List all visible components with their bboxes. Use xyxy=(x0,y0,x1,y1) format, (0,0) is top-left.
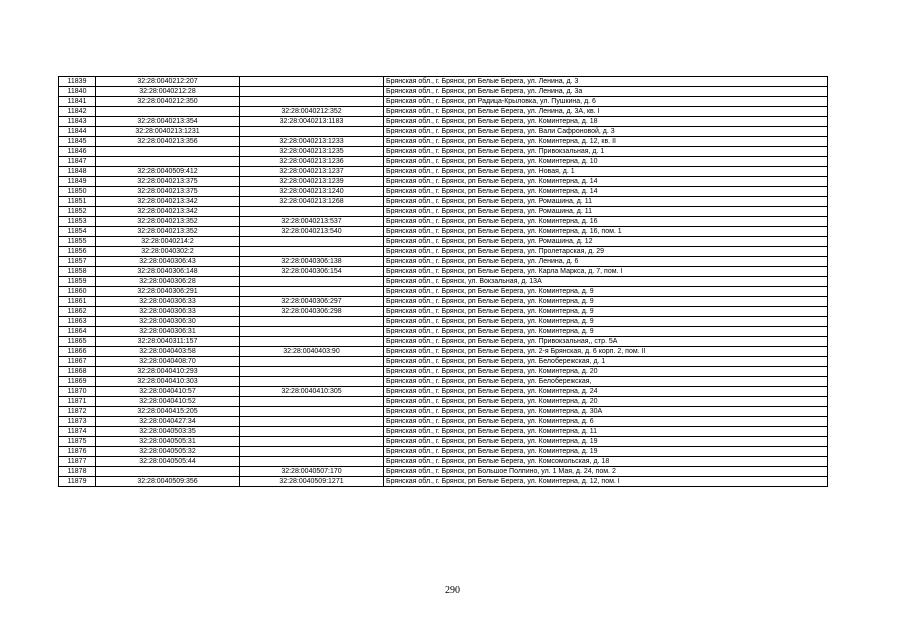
row-number-cell: 11857 xyxy=(59,257,96,267)
row-number-cell: 11839 xyxy=(59,77,96,87)
table-row xyxy=(59,337,828,347)
linked-cadastral-number-cell xyxy=(240,207,384,217)
table-row xyxy=(59,157,828,167)
address-cell: Брянская обл., г. Брянск, рп Белые Берега, ул. Ромашина, д. 12 xyxy=(384,237,828,247)
linked-cadastral-number-cell: 32:28:0040212:352 xyxy=(240,107,384,117)
table-row xyxy=(59,237,828,247)
linked-cadastral-number-cell xyxy=(240,247,384,257)
address-cell: Брянская обл., г. Брянск, рп Белые Берега, ул. Коминтерна, д. 18 xyxy=(384,117,828,127)
row-number-cell: 11863 xyxy=(59,317,96,327)
linked-cadastral-number-cell xyxy=(240,357,384,367)
address-cell: Брянская обл., г. Брянск, рп Белые Берега, ул. Коминтерна, д. 19 xyxy=(384,437,828,447)
cadastral-number-cell: 32:28:0040410:57 xyxy=(96,387,240,397)
linked-cadastral-number-cell xyxy=(240,377,384,387)
address-cell: Брянская обл., г. Брянск, рп Белые Берега, ул. Коминтерна, д. 30А xyxy=(384,407,828,417)
cadastral-number-cell xyxy=(96,107,240,117)
row-number-cell: 11855 xyxy=(59,237,96,247)
linked-cadastral-number-cell: 32:28:0040213:1235 xyxy=(240,147,384,157)
table-row xyxy=(59,267,828,277)
table-row xyxy=(59,207,828,217)
row-number-cell: 11856 xyxy=(59,247,96,257)
table-row xyxy=(59,127,828,137)
row-number-cell: 11859 xyxy=(59,277,96,287)
table-row xyxy=(59,427,828,437)
row-number-cell: 11842 xyxy=(59,107,96,117)
cadastral-number-cell: 32:28:0040306:31 xyxy=(96,327,240,337)
row-number-cell: 11850 xyxy=(59,187,96,197)
row-number-cell: 11848 xyxy=(59,167,96,177)
table-row xyxy=(59,437,828,447)
table-row xyxy=(59,287,828,297)
row-number-cell: 11871 xyxy=(59,397,96,407)
row-number-cell: 11868 xyxy=(59,367,96,377)
linked-cadastral-number-cell xyxy=(240,397,384,407)
table-row xyxy=(59,217,828,227)
cadastral-number-cell: 32:28:0040213:352 xyxy=(96,227,240,237)
row-number-cell: 11861 xyxy=(59,297,96,307)
cadastral-number-cell: 32:28:0040306:30 xyxy=(96,317,240,327)
cadastral-number-cell: 32:28:0040509:412 xyxy=(96,167,240,177)
address-cell: Брянская обл., г. Брянск, рп Радица-Крыловка, ул. Пушкина, д. 6 xyxy=(384,97,828,107)
address-cell: Брянская обл., г. Брянск, рп Белые Берега, ул. Коминтерна, д. 9 xyxy=(384,287,828,297)
table-row xyxy=(59,417,828,427)
row-number-cell: 11844 xyxy=(59,127,96,137)
table-row xyxy=(59,117,828,127)
cadastral-number-cell: 32:28:0040306:28 xyxy=(96,277,240,287)
linked-cadastral-number-cell: 32:28:0040306:297 xyxy=(240,297,384,307)
table-row xyxy=(59,147,828,157)
linked-cadastral-number-cell: 32:28:0040213:1268 xyxy=(240,197,384,207)
linked-cadastral-number-cell: 32:28:0040306:298 xyxy=(240,307,384,317)
table-row xyxy=(59,307,828,317)
linked-cadastral-number-cell xyxy=(240,447,384,457)
row-number-cell: 11869 xyxy=(59,377,96,387)
address-cell: Брянская обл., г. Брянск, рп Белые Берега, ул. Коминтерна, д. 10 xyxy=(384,157,828,167)
table-row xyxy=(59,477,828,487)
row-number-cell: 11847 xyxy=(59,157,96,167)
row-number-cell: 11877 xyxy=(59,457,96,467)
page-number: 290 xyxy=(445,585,460,596)
cadastral-number-cell: 32:28:0040403:58 xyxy=(96,347,240,357)
address-cell: Брянская обл., г. Брянск, рп Белые Берега, ул. Коминтерна, д. 9 xyxy=(384,307,828,317)
linked-cadastral-number-cell xyxy=(240,287,384,297)
address-cell: Брянская обл., г. Брянск, рп Белые Берега, ул. Комсомольская, д. 18 xyxy=(384,457,828,467)
address-cell: Брянская обл., г. Брянск, рп Белые Берега, ул. Привокзальная,, стр. 5А xyxy=(384,337,828,347)
table-row xyxy=(59,257,828,267)
cadastral-number-cell: 32:28:0040408:70 xyxy=(96,357,240,367)
row-number-cell: 11874 xyxy=(59,427,96,437)
linked-cadastral-number-cell xyxy=(240,327,384,337)
table-row xyxy=(59,397,828,407)
address-cell: Брянская обл., г. Брянск, рп Белые Берега, ул. Ромашина, д. 11 xyxy=(384,197,828,207)
address-cell: Брянская обл., г. Брянск, рп Белые Берега, ул. Вали Сафроновой, д. 3 xyxy=(384,127,828,137)
row-number-cell: 11846 xyxy=(59,147,96,157)
cadastral-number-cell: 32:28:0040213:1231 xyxy=(96,127,240,137)
table-row xyxy=(59,97,828,107)
table-row xyxy=(59,447,828,457)
cadastral-number-cell: 32:28:0040505:32 xyxy=(96,447,240,457)
table-row xyxy=(59,247,828,257)
address-cell: Брянская обл., г. Брянск, рп Белые Берега, ул. Коминтерна, д. 14 xyxy=(384,177,828,187)
row-number-cell: 11867 xyxy=(59,357,96,367)
cadastral-number-cell: 32:28:0040410:303 xyxy=(96,377,240,387)
table-row xyxy=(59,167,828,177)
registry-table xyxy=(58,76,828,487)
cadastral-number-cell: 32:28:0040214:2 xyxy=(96,237,240,247)
table-row xyxy=(59,357,828,367)
cadastral-number-cell xyxy=(96,147,240,157)
cadastral-number-cell: 32:28:0040212:207 xyxy=(96,77,240,87)
row-number-cell: 11878 xyxy=(59,467,96,477)
linked-cadastral-number-cell: 32:28:0040213:1237 xyxy=(240,167,384,177)
address-cell: Брянская обл., г. Брянск, рп Белые Берега, ул. Белобережская, д. 1 xyxy=(384,357,828,367)
cadastral-number-cell: 32:28:0040306:33 xyxy=(96,297,240,307)
row-number-cell: 11866 xyxy=(59,347,96,357)
address-cell: Брянская обл., г. Брянск, ул. Вокзальная, д. 13А xyxy=(384,277,828,287)
linked-cadastral-number-cell xyxy=(240,77,384,87)
linked-cadastral-number-cell: 32:28:0040509:1271 xyxy=(240,477,384,487)
address-cell: Брянская обл., г. Брянск, рп Белые Берега, ул. Ленина, д. 3а xyxy=(384,87,828,97)
address-cell: Брянская обл., г. Брянск, рп Белые Берега, ул. Коминтерна, д. 12, кв. II xyxy=(384,137,828,147)
row-number-cell: 11864 xyxy=(59,327,96,337)
linked-cadastral-number-cell: 32:28:0040213:1239 xyxy=(240,177,384,187)
cadastral-number-cell: 32:28:0040503:35 xyxy=(96,427,240,437)
table-row xyxy=(59,407,828,417)
cadastral-number-cell: 32:28:0040509:356 xyxy=(96,477,240,487)
table-row xyxy=(59,387,828,397)
cadastral-number-cell: 32:28:0040212:28 xyxy=(96,87,240,97)
address-cell: Брянская обл., г. Брянск, рп Белые Берега, ул. Коминтерна, д. 12, пом. I xyxy=(384,477,828,487)
cadastral-number-cell: 32:28:0040306:33 xyxy=(96,307,240,317)
address-cell: Брянская обл., г. Брянск, рп Белые Берега, ул. Ленина, д. 3 xyxy=(384,77,828,87)
linked-cadastral-number-cell xyxy=(240,417,384,427)
address-cell: Брянская обл., г. Брянск, рп Большое Полпино, ул. 1 Мая, д. 24, пом. 2 xyxy=(384,467,828,477)
cadastral-number-cell: 32:28:0040213:352 xyxy=(96,217,240,227)
row-number-cell: 11876 xyxy=(59,447,96,457)
address-cell: Брянская обл., г. Брянск, рп Белые Берега, ул. Пролетарская, д. 29 xyxy=(384,247,828,257)
linked-cadastral-number-cell xyxy=(240,237,384,247)
cadastral-number-cell: 32:28:0040306:43 xyxy=(96,257,240,267)
linked-cadastral-number-cell: 32:28:0040213:1240 xyxy=(240,187,384,197)
row-number-cell: 11875 xyxy=(59,437,96,447)
linked-cadastral-number-cell: 32:28:0040306:154 xyxy=(240,267,384,277)
address-cell: Брянская обл., г. Брянск, рп Белые Берега, ул. Карла Маркса, д. 7, пом. I xyxy=(384,267,828,277)
row-number-cell: 11851 xyxy=(59,197,96,207)
table-row xyxy=(59,197,828,207)
cadastral-number-cell: 32:28:0040213:356 xyxy=(96,137,240,147)
table-row xyxy=(59,227,828,237)
table-row xyxy=(59,77,828,87)
linked-cadastral-number-cell xyxy=(240,317,384,327)
cadastral-number-cell: 32:28:0040505:44 xyxy=(96,457,240,467)
row-number-cell: 11852 xyxy=(59,207,96,217)
linked-cadastral-number-cell xyxy=(240,127,384,137)
address-cell: Брянская обл., г. Брянск, рп Белые Берега, ул. Коминтерна, д. 20 xyxy=(384,367,828,377)
address-cell: Брянская обл., г. Брянск, рп Белые Берега, ул. 2-я Брянская, д. 6 корп. 2, пом. II xyxy=(384,347,828,357)
linked-cadastral-number-cell: 32:28:0040213:537 xyxy=(240,217,384,227)
cadastral-number-cell: 32:28:0040213:342 xyxy=(96,197,240,207)
table-row xyxy=(59,107,828,117)
cadastral-number-cell: 32:28:0040212:350 xyxy=(96,97,240,107)
address-cell: Брянская обл., г. Брянск, рп Белые Берега, ул. Коминтерна, д. 16 xyxy=(384,217,828,227)
table-row xyxy=(59,277,828,287)
row-number-cell: 11854 xyxy=(59,227,96,237)
table-row xyxy=(59,377,828,387)
table-row xyxy=(59,367,828,377)
linked-cadastral-number-cell xyxy=(240,367,384,377)
table-row xyxy=(59,137,828,147)
linked-cadastral-number-cell xyxy=(240,457,384,467)
row-number-cell: 11872 xyxy=(59,407,96,417)
cadastral-number-cell: 32:28:0040311:157 xyxy=(96,337,240,347)
cadastral-number-cell: 32:28:0040410:293 xyxy=(96,367,240,377)
address-cell: Брянская обл., г. Брянск, рп Белые Берега, ул. Коминтерна, д. 24 xyxy=(384,387,828,397)
linked-cadastral-number-cell: 32:28:0040507:170 xyxy=(240,467,384,477)
address-cell: Брянская обл., г. Брянск, рп Белые Берега, ул. Новая, д. 1 xyxy=(384,167,828,177)
row-number-cell: 11853 xyxy=(59,217,96,227)
table-row xyxy=(59,327,828,337)
linked-cadastral-number-cell: 32:28:0040306:138 xyxy=(240,257,384,267)
row-number-cell: 11858 xyxy=(59,267,96,277)
row-number-cell: 11843 xyxy=(59,117,96,127)
cadastral-number-cell: 32:28:0040505:31 xyxy=(96,437,240,447)
row-number-cell: 11870 xyxy=(59,387,96,397)
cadastral-number-cell: 32:28:0040427:34 xyxy=(96,417,240,427)
registry-table-body xyxy=(59,77,828,487)
cadastral-number-cell: 32:28:0040213:354 xyxy=(96,117,240,127)
cadastral-number-cell: 32:28:0040302:2 xyxy=(96,247,240,257)
table-row xyxy=(59,457,828,467)
linked-cadastral-number-cell xyxy=(240,427,384,437)
address-cell: Брянская обл., г. Брянск, рп Белые Берега, ул. Коминтерна, д. 19 xyxy=(384,447,828,457)
linked-cadastral-number-cell: 32:28:0040213:1233 xyxy=(240,137,384,147)
row-number-cell: 11865 xyxy=(59,337,96,347)
linked-cadastral-number-cell: 32:28:0040410:305 xyxy=(240,387,384,397)
address-cell: Брянская обл., г. Брянск, рп Белые Берега, ул. Ленина, д. 6 xyxy=(384,257,828,267)
row-number-cell: 11845 xyxy=(59,137,96,147)
table-row xyxy=(59,87,828,97)
address-cell: Брянская обл., г. Брянск, рп Белые Берега, ул. Коминтерна, д. 20 xyxy=(384,397,828,407)
table-row xyxy=(59,317,828,327)
cadastral-number-cell: 32:28:0040415:205 xyxy=(96,407,240,417)
table-row xyxy=(59,347,828,357)
address-cell: Брянская обл., г. Брянск, рп Белые Берега, ул. Коминтерна, д. 9 xyxy=(384,297,828,307)
cadastral-number-cell xyxy=(96,467,240,477)
address-cell: Брянская обл., г. Брянск, рп Белые Берега, ул. Белобережская, xyxy=(384,377,828,387)
table-row xyxy=(59,467,828,477)
address-cell: Брянская обл., г. Брянск, рп Белые Берега, ул. Коминтерна, д. 6 xyxy=(384,417,828,427)
row-number-cell: 11860 xyxy=(59,287,96,297)
linked-cadastral-number-cell xyxy=(240,277,384,287)
table-row xyxy=(59,297,828,307)
row-number-cell: 11849 xyxy=(59,177,96,187)
address-cell: Брянская обл., г. Брянск, рп Белые Берега, ул. Привокзальная, д. 1 xyxy=(384,147,828,157)
row-number-cell: 11840 xyxy=(59,87,96,97)
linked-cadastral-number-cell xyxy=(240,437,384,447)
linked-cadastral-number-cell: 32:28:0040213:540 xyxy=(240,227,384,237)
address-cell: Брянская обл., г. Брянск, рп Белые Берега, ул. Коминтерна, д. 16, пом. 1 xyxy=(384,227,828,237)
linked-cadastral-number-cell xyxy=(240,407,384,417)
cadastral-number-cell: 32:28:0040306:291 xyxy=(96,287,240,297)
row-number-cell: 11873 xyxy=(59,417,96,427)
address-cell: Брянская обл., г. Брянск, рп Белые Берега, ул. Коминтерна, д. 9 xyxy=(384,317,828,327)
cadastral-number-cell: 32:28:0040213:375 xyxy=(96,177,240,187)
linked-cadastral-number-cell: 32:28:0040403:90 xyxy=(240,347,384,357)
table-row xyxy=(59,177,828,187)
linked-cadastral-number-cell: 32:28:0040213:1236 xyxy=(240,157,384,167)
linked-cadastral-number-cell xyxy=(240,87,384,97)
address-cell: Брянская обл., г. Брянск, рп Белые Берега, ул. Ленина, д. 3А, кв. I xyxy=(384,107,828,117)
row-number-cell: 11879 xyxy=(59,477,96,487)
row-number-cell: 11862 xyxy=(59,307,96,317)
table-row xyxy=(59,187,828,197)
linked-cadastral-number-cell: 32:28:0040213:1183 xyxy=(240,117,384,127)
cadastral-number-cell xyxy=(96,157,240,167)
cadastral-number-cell: 32:28:0040410:52 xyxy=(96,397,240,407)
address-cell: Брянская обл., г. Брянск, рп Белые Берега, ул. Ромашина, д. 11 xyxy=(384,207,828,217)
cadastral-number-cell: 32:28:0040306:148 xyxy=(96,267,240,277)
address-cell: Брянская обл., г. Брянск, рп Белые Берега, ул. Коминтерна, д. 9 xyxy=(384,327,828,337)
address-cell: Брянская обл., г. Брянск, рп Белые Берега, ул. Коминтерна, д. 11 xyxy=(384,427,828,437)
row-number-cell: 11841 xyxy=(59,97,96,107)
linked-cadastral-number-cell xyxy=(240,337,384,347)
linked-cadastral-number-cell xyxy=(240,97,384,107)
cadastral-number-cell: 32:28:0040213:375 xyxy=(96,187,240,197)
cadastral-number-cell: 32:28:0040213:342 xyxy=(96,207,240,217)
address-cell: Брянская обл., г. Брянск, рп Белые Берега, ул. Коминтерна, д. 14 xyxy=(384,187,828,197)
